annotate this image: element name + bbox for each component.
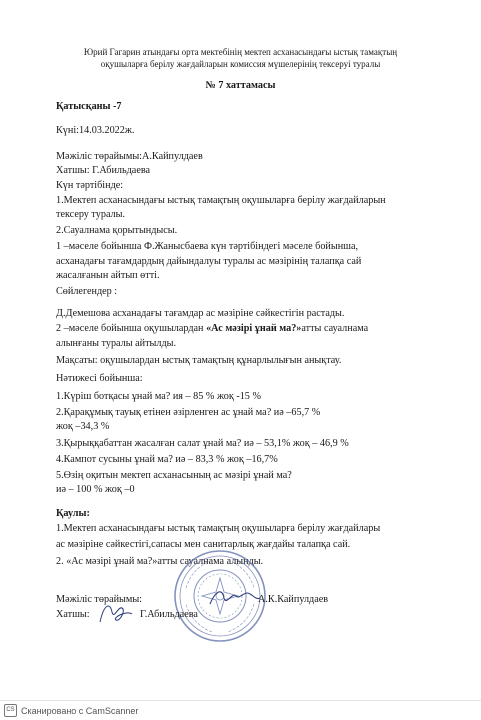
question-1-line-2: асханадағы тағамдардың дайындалуы туралы ас мәзірінің талапқа сай bbox=[56, 256, 362, 267]
result-2: 2.Қарақұмық тауық етінен әзірленген ас ұнай ма? иә –65,7 % bbox=[56, 407, 321, 418]
meeting-date: Күні:14.03.2022ж. bbox=[56, 125, 135, 136]
speakers-title: Сөйлегендер : bbox=[56, 286, 118, 297]
speakers-line-1: Д.Демешова асханадағы тағамдар ас мәзіріне сәйкестігін растады. bbox=[56, 308, 345, 319]
agenda-item-1: 1.Мектеп асханасындағы ыстық тамақтың оқушыларға берілу жағдайларын bbox=[56, 195, 386, 206]
result-1: 1.Күріш ботқасы ұнай ма? ия – 85 % жоқ -15 % bbox=[56, 391, 261, 402]
agenda-item-2: 2.Сауалнама қорытындысы. bbox=[56, 225, 178, 236]
header-line-1: Юрий Гагарин атындағы орта мектебінің мектеп асханасындағы ыстық тамақтың bbox=[83, 47, 398, 57]
question-2-pre: 2 –мәселе бойынша оқушылардан bbox=[56, 323, 207, 334]
results-title: Нәтижесі бойынша: bbox=[56, 373, 143, 384]
chair-line: Мәжіліс төрайымы:А.Кайпулдаев bbox=[56, 151, 203, 162]
question-1-line-1: 1 –мәселе бойынша Ф.Жанысбаева күн тәртібіндегі мәселе бойынша, bbox=[56, 241, 359, 252]
secretary-line: Хатшы: Г.Абильдаева bbox=[56, 165, 151, 176]
chair-signature-icon bbox=[206, 584, 262, 610]
question-2-post: атты сауалнама bbox=[301, 323, 369, 334]
decision-1-cont: ас мәзіріне сәйкестігі,сапасы мен санитарлық жағдайы талапқа сай. bbox=[56, 539, 351, 550]
scanner-footer-text: Сканировано с CamScanner bbox=[21, 705, 139, 716]
survey-title: «Ас мәзірі ұнай ма?» bbox=[206, 323, 302, 334]
agenda-title: Күн тәртібінде: bbox=[56, 180, 124, 191]
participants-count: Қатысқаны -7 bbox=[56, 101, 122, 112]
result-5: 5.Өзің оқитын мектеп асханасының ас мәзірі ұнай ма? bbox=[56, 470, 292, 481]
result-2-cont: жоқ –34,3 % bbox=[56, 421, 110, 432]
protocol-title: № 7 хаттамасы bbox=[205, 80, 276, 91]
question-1-line-3: жасалғанын айтып өтті. bbox=[56, 270, 160, 281]
camscanner-icon: CS bbox=[4, 704, 17, 717]
question-2-line bbox=[56, 322, 368, 335]
result-3: 3.Қырыққабаттан жасалған салат ұнай ма? иә – 53,1% жоқ – 46,9 % bbox=[56, 438, 349, 449]
footer-divider bbox=[0, 700, 481, 701]
header-line-2: оқушыларға берілу жағдайларын комиссия мүшелерінің тексеруі туралы bbox=[100, 59, 381, 69]
question-2-cont: алынғаны туралы айтылды. bbox=[56, 338, 177, 349]
chair-signature-name: А.К.Кайпулдаев bbox=[258, 594, 329, 605]
secretary-signature-icon bbox=[96, 600, 136, 626]
agenda-item-1-cont: тексеру туралы. bbox=[56, 209, 126, 220]
chair-signature-label: Мәжіліс төрайымы: bbox=[56, 594, 143, 605]
decision-1: 1.Мектеп асханасындағы ыстық тамақтың оқушыларға берілу жағдайлары bbox=[56, 523, 381, 534]
result-4: 4.Кампот сусыны ұнай ма? иә – 83,3 % жоқ –16,7% bbox=[56, 454, 278, 465]
survey-purpose: Мақсаты: оқушылардан ыстық тамақтың құнарлылығын анықтау. bbox=[56, 355, 342, 366]
decisions-title: Қаулы: bbox=[56, 508, 90, 519]
secretary-signature-name: Г.Абильдаева bbox=[140, 609, 198, 620]
decision-2: 2. «Ас мәзірі ұнай ма?»атты сауалнама алынды. bbox=[56, 556, 264, 567]
result-5-cont: иә – 100 % жоқ –0 bbox=[56, 484, 135, 495]
scanner-footer bbox=[4, 704, 138, 717]
secretary-signature-label: Хатшы: bbox=[56, 609, 90, 620]
